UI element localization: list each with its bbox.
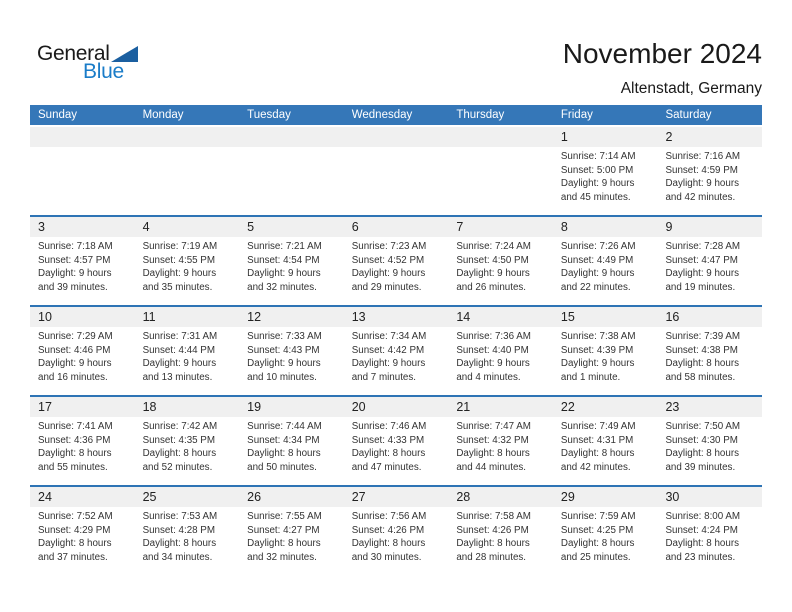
date-number: 3 xyxy=(30,217,135,237)
date-number: 29 xyxy=(553,487,658,507)
daylight-text: Daylight: 8 hours and 23 minutes. xyxy=(665,538,739,563)
day-info xyxy=(135,507,240,564)
day-cell-24 xyxy=(30,487,135,575)
daylight-text: Daylight: 9 hours and 1 minute. xyxy=(560,358,635,383)
sunset-text: Sunset: 4:29 PM xyxy=(38,524,111,536)
date-number: 4 xyxy=(135,217,240,237)
day-info xyxy=(239,417,344,474)
day-cell-15 xyxy=(553,307,658,395)
day-info xyxy=(30,507,135,564)
week-row-5 xyxy=(30,485,762,575)
daylight-text: Daylight: 9 hours and 45 minutes. xyxy=(560,178,635,203)
date-number: 10 xyxy=(30,307,135,327)
sunrise-text: Sunrise: 7:58 AM xyxy=(456,511,531,522)
sunrise-text: Sunrise: 7:52 AM xyxy=(38,511,113,522)
sunrise-text: Sunrise: 7:19 AM xyxy=(142,241,218,252)
daylight-text: Daylight: 9 hours and 10 minutes. xyxy=(247,358,321,383)
sunset-text: Sunset: 4:42 PM xyxy=(351,344,425,356)
sunrise-text: Sunrise: 7:55 AM xyxy=(247,511,322,522)
day-info xyxy=(135,327,240,384)
sunset-text: Sunset: 4:35 PM xyxy=(142,434,216,446)
day-cell-11 xyxy=(135,307,240,395)
daylight-text: Daylight: 9 hours and 13 minutes. xyxy=(142,358,217,383)
day-info xyxy=(344,327,449,384)
day-info xyxy=(553,237,658,294)
day-cell-8 xyxy=(553,217,658,305)
day-info xyxy=(30,237,135,294)
sunrise-text: Sunrise: 7:56 AM xyxy=(351,511,427,522)
daylight-text: Daylight: 8 hours and 52 minutes. xyxy=(142,448,217,473)
location-subtitle: Altenstadt, Germany xyxy=(620,80,762,97)
day-info xyxy=(448,507,553,564)
sunrise-text: Sunrise: 7:50 AM xyxy=(665,421,741,432)
day-info xyxy=(657,507,762,564)
sunset-text: Sunset: 4:32 PM xyxy=(456,434,529,446)
date-number: 1 xyxy=(553,127,658,147)
date-number xyxy=(30,127,135,147)
sunrise-text: Sunrise: 7:18 AM xyxy=(38,241,113,252)
week-row-2 xyxy=(30,215,762,305)
daylight-text: Daylight: 9 hours and 39 minutes. xyxy=(38,268,112,293)
day-info xyxy=(344,417,449,474)
sunset-text: Sunset: 4:57 PM xyxy=(38,254,111,266)
day-cell-empty xyxy=(239,127,344,215)
date-number: 20 xyxy=(344,397,449,417)
sunrise-text: Sunrise: 7:39 AM xyxy=(665,331,741,342)
day-cell-18 xyxy=(135,397,240,485)
date-number: 2 xyxy=(657,127,762,147)
sunset-text: Sunset: 4:25 PM xyxy=(560,524,634,536)
date-number: 5 xyxy=(239,217,344,237)
sunrise-text: Sunrise: 7:16 AM xyxy=(665,151,741,162)
daylight-text: Daylight: 8 hours and 44 minutes. xyxy=(456,448,530,473)
day-cell-13 xyxy=(344,307,449,395)
sunset-text: Sunset: 4:33 PM xyxy=(351,434,425,446)
day-cell-16 xyxy=(657,307,762,395)
day-cell-27 xyxy=(344,487,449,575)
day-info xyxy=(135,417,240,474)
sunset-text: Sunset: 4:54 PM xyxy=(247,254,320,266)
day-cell-12 xyxy=(239,307,344,395)
sunrise-text: Sunrise: 7:24 AM xyxy=(456,241,531,252)
day-info xyxy=(30,417,135,474)
day-info xyxy=(344,507,449,564)
logo-text-general: General xyxy=(37,42,110,65)
date-number: 24 xyxy=(30,487,135,507)
sunset-text: Sunset: 4:30 PM xyxy=(665,434,738,446)
logo-text-blue: Blue xyxy=(83,60,124,83)
day-info xyxy=(448,327,553,384)
daylight-text: Daylight: 9 hours and 7 minutes. xyxy=(351,358,426,383)
sunset-text: Sunset: 5:00 PM xyxy=(560,164,634,176)
sunset-text: Sunset: 4:36 PM xyxy=(38,434,111,446)
sunrise-text: Sunrise: 7:38 AM xyxy=(560,331,636,342)
day-cell-4 xyxy=(135,217,240,305)
day-info xyxy=(239,237,344,294)
week-row-1 xyxy=(30,127,762,215)
weekday-header-row xyxy=(30,105,762,125)
day-cell-20 xyxy=(344,397,449,485)
day-cell-22 xyxy=(553,397,658,485)
day-cell-28 xyxy=(448,487,553,575)
date-number: 23 xyxy=(657,397,762,417)
date-number: 7 xyxy=(448,217,553,237)
date-number: 26 xyxy=(239,487,344,507)
date-number: 30 xyxy=(657,487,762,507)
date-number: 11 xyxy=(135,307,240,327)
sunset-text: Sunset: 4:52 PM xyxy=(351,254,425,266)
day-info xyxy=(448,237,553,294)
daylight-text: Daylight: 9 hours and 16 minutes. xyxy=(38,358,112,383)
day-cell-empty xyxy=(30,127,135,215)
sunset-text: Sunset: 4:38 PM xyxy=(665,344,738,356)
sunrise-text: Sunrise: 7:23 AM xyxy=(351,241,427,252)
day-info xyxy=(657,327,762,384)
sunset-text: Sunset: 4:27 PM xyxy=(247,524,320,536)
day-cell-2 xyxy=(657,127,762,215)
sunset-text: Sunset: 4:43 PM xyxy=(247,344,320,356)
general-blue-logo xyxy=(37,43,138,82)
day-cell-empty xyxy=(448,127,553,215)
daylight-text: Daylight: 9 hours and 22 minutes. xyxy=(560,268,635,293)
date-number: 12 xyxy=(239,307,344,327)
date-number: 28 xyxy=(448,487,553,507)
day-info xyxy=(135,237,240,294)
sunrise-text: Sunrise: 7:42 AM xyxy=(142,421,218,432)
weekday-header-tuesday: Tuesday xyxy=(247,109,291,121)
sunrise-text: Sunrise: 7:41 AM xyxy=(38,421,113,432)
day-info xyxy=(553,417,658,474)
daylight-text: Daylight: 9 hours and 32 minutes. xyxy=(247,268,321,293)
sunset-text: Sunset: 4:49 PM xyxy=(560,254,634,266)
daylight-text: Daylight: 9 hours and 35 minutes. xyxy=(142,268,217,293)
weeks-grid xyxy=(30,127,762,575)
date-number: 15 xyxy=(553,307,658,327)
weekday-header-wednesday: Wednesday xyxy=(351,109,413,121)
daylight-text: Daylight: 9 hours and 4 minutes. xyxy=(456,358,530,383)
date-number: 22 xyxy=(553,397,658,417)
sunrise-text: Sunrise: 7:33 AM xyxy=(247,331,322,342)
sunrise-text: Sunrise: 7:34 AM xyxy=(351,331,427,342)
daylight-text: Daylight: 8 hours and 39 minutes. xyxy=(665,448,739,473)
day-info xyxy=(657,417,762,474)
date-number: 14 xyxy=(448,307,553,327)
date-number: 19 xyxy=(239,397,344,417)
date-number: 13 xyxy=(344,307,449,327)
date-number: 17 xyxy=(30,397,135,417)
date-number: 9 xyxy=(657,217,762,237)
date-number: 18 xyxy=(135,397,240,417)
daylight-text: Daylight: 9 hours and 42 minutes. xyxy=(665,178,739,203)
daylight-text: Daylight: 8 hours and 55 minutes. xyxy=(38,448,112,473)
daylight-text: Daylight: 9 hours and 29 minutes. xyxy=(351,268,426,293)
day-info xyxy=(448,417,553,474)
sunset-text: Sunset: 4:39 PM xyxy=(560,344,634,356)
sunset-text: Sunset: 4:47 PM xyxy=(665,254,738,266)
sunset-text: Sunset: 4:46 PM xyxy=(38,344,111,356)
day-cell-29 xyxy=(553,487,658,575)
day-info xyxy=(553,327,658,384)
weekday-header-thursday: Thursday xyxy=(456,109,505,121)
date-number: 25 xyxy=(135,487,240,507)
day-info xyxy=(239,327,344,384)
date-number xyxy=(344,127,449,147)
date-number: 8 xyxy=(553,217,658,237)
day-cell-26 xyxy=(239,487,344,575)
sunrise-text: Sunrise: 7:29 AM xyxy=(38,331,113,342)
sunrise-text: Sunrise: 7:36 AM xyxy=(456,331,531,342)
sunrise-text: Sunrise: 8:00 AM xyxy=(665,511,741,522)
day-info xyxy=(657,147,762,204)
daylight-text: Daylight: 8 hours and 50 minutes. xyxy=(247,448,321,473)
day-cell-14 xyxy=(448,307,553,395)
date-number: 27 xyxy=(344,487,449,507)
date-number xyxy=(239,127,344,147)
daylight-text: Daylight: 8 hours and 32 minutes. xyxy=(247,538,321,563)
weekday-header-monday: Monday xyxy=(142,109,184,121)
sunrise-text: Sunrise: 7:14 AM xyxy=(560,151,636,162)
day-cell-empty xyxy=(344,127,449,215)
daylight-text: Daylight: 8 hours and 37 minutes. xyxy=(38,538,112,563)
sunset-text: Sunset: 4:31 PM xyxy=(560,434,634,446)
daylight-text: Daylight: 8 hours and 30 minutes. xyxy=(351,538,426,563)
day-cell-25 xyxy=(135,487,240,575)
day-cell-19 xyxy=(239,397,344,485)
daylight-text: Daylight: 8 hours and 28 minutes. xyxy=(456,538,530,563)
day-cell-10 xyxy=(30,307,135,395)
daylight-text: Daylight: 8 hours and 25 minutes. xyxy=(560,538,635,563)
day-cell-9 xyxy=(657,217,762,305)
sunset-text: Sunset: 4:24 PM xyxy=(665,524,738,536)
sunset-text: Sunset: 4:59 PM xyxy=(665,164,738,176)
day-cell-5 xyxy=(239,217,344,305)
daylight-text: Daylight: 8 hours and 47 minutes. xyxy=(351,448,426,473)
sunset-text: Sunset: 4:26 PM xyxy=(351,524,425,536)
sunset-text: Sunset: 4:40 PM xyxy=(456,344,529,356)
day-cell-empty xyxy=(135,127,240,215)
day-info xyxy=(344,237,449,294)
day-info xyxy=(239,507,344,564)
weekday-header-sunday: Sunday xyxy=(38,109,78,121)
sunrise-text: Sunrise: 7:47 AM xyxy=(456,421,531,432)
sunset-text: Sunset: 4:44 PM xyxy=(142,344,216,356)
day-cell-1 xyxy=(553,127,658,215)
calendar-table xyxy=(30,105,762,575)
day-info xyxy=(30,327,135,384)
weekday-header-friday: Friday xyxy=(560,109,593,121)
week-row-3 xyxy=(30,305,762,395)
sunset-text: Sunset: 4:26 PM xyxy=(456,524,529,536)
sunset-text: Sunset: 4:28 PM xyxy=(142,524,216,536)
sunrise-text: Sunrise: 7:44 AM xyxy=(247,421,322,432)
day-cell-17 xyxy=(30,397,135,485)
sunrise-text: Sunrise: 7:49 AM xyxy=(560,421,636,432)
sunrise-text: Sunrise: 7:53 AM xyxy=(142,511,218,522)
sunset-text: Sunset: 4:34 PM xyxy=(247,434,320,446)
day-info xyxy=(657,237,762,294)
day-info xyxy=(553,507,658,564)
date-number xyxy=(448,127,553,147)
day-cell-23 xyxy=(657,397,762,485)
sunrise-text: Sunrise: 7:21 AM xyxy=(247,241,322,252)
daylight-text: Daylight: 8 hours and 58 minutes. xyxy=(665,358,739,383)
sunrise-text: Sunrise: 7:59 AM xyxy=(560,511,636,522)
date-number: 16 xyxy=(657,307,762,327)
day-cell-21 xyxy=(448,397,553,485)
page-title: November 2024 xyxy=(562,38,762,69)
sunset-text: Sunset: 4:55 PM xyxy=(142,254,216,266)
date-number: 21 xyxy=(448,397,553,417)
daylight-text: Daylight: 8 hours and 34 minutes. xyxy=(142,538,217,563)
day-cell-30 xyxy=(657,487,762,575)
date-number: 6 xyxy=(344,217,449,237)
day-cell-7 xyxy=(448,217,553,305)
day-info xyxy=(553,147,658,204)
sunrise-text: Sunrise: 7:46 AM xyxy=(351,421,427,432)
daylight-text: Daylight: 9 hours and 19 minutes. xyxy=(665,268,739,293)
sunrise-text: Sunrise: 7:31 AM xyxy=(142,331,218,342)
sunrise-text: Sunrise: 7:28 AM xyxy=(665,241,741,252)
sunrise-text: Sunrise: 7:26 AM xyxy=(560,241,636,252)
date-number xyxy=(135,127,240,147)
week-row-4 xyxy=(30,395,762,485)
daylight-text: Daylight: 9 hours and 26 minutes. xyxy=(456,268,530,293)
day-cell-3 xyxy=(30,217,135,305)
sunset-text: Sunset: 4:50 PM xyxy=(456,254,529,266)
weekday-header-saturday: Saturday xyxy=(665,109,712,121)
daylight-text: Daylight: 8 hours and 42 minutes. xyxy=(560,448,635,473)
day-cell-6 xyxy=(344,217,449,305)
